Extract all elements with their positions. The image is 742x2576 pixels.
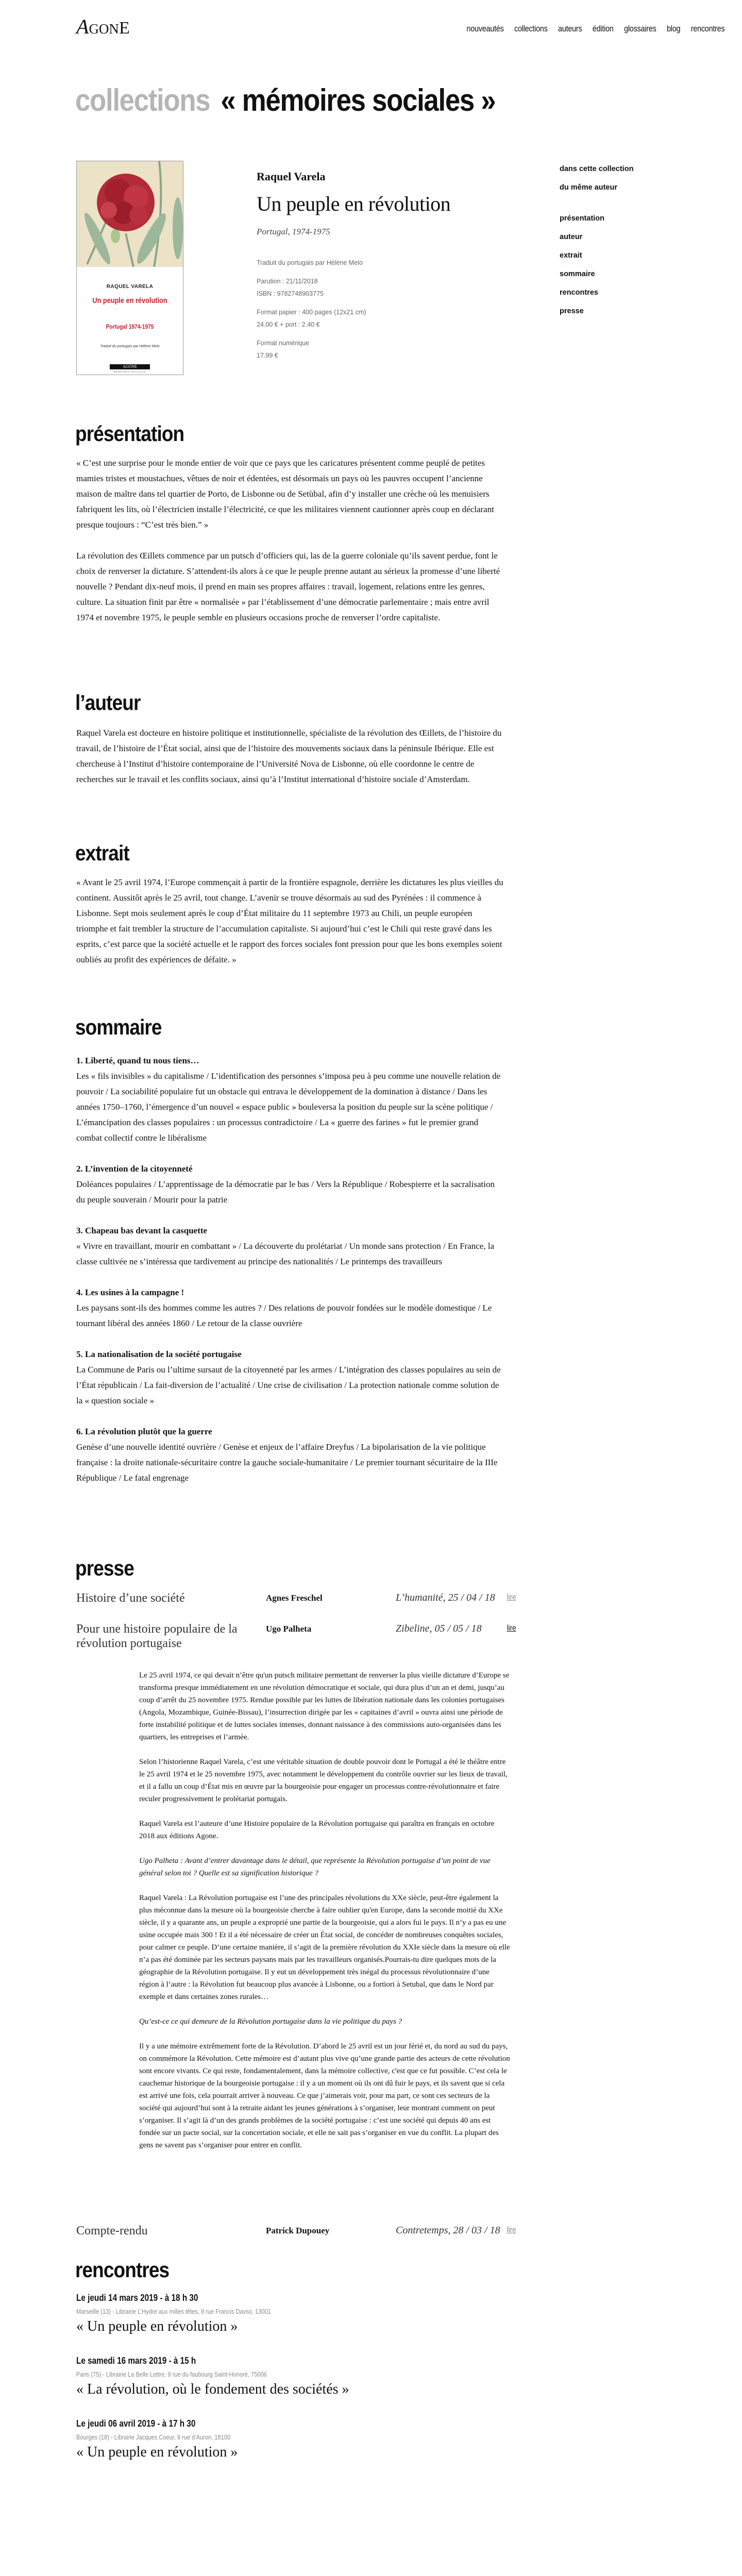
side-anchor-rencontres[interactable]: rencontres xyxy=(560,289,598,297)
book-parution: Parution : 21/11/2018 xyxy=(257,278,318,285)
press-author: Agnes Freschel xyxy=(266,1593,323,1603)
book-isbn: ISBN : 9782748903775 xyxy=(257,290,324,297)
sommaire-chapter xyxy=(76,1347,504,1409)
article-question: Ugo Palheta : Avant d’entrer davantage dans le détail, que représente la Révolution portugaise d’un point de vue général selon toi ? Quelle est sa signification historique ? xyxy=(139,1857,491,1877)
presentation-paragraph: La révolution des Œillets commence par un putsch d’officiers qui, las de la guerre coloniale qu’ils savent perdue, font le choix de renverser la dictature. S’attendent-ils alors à ce que le peuple prenne autant au sérieux la promesse d’une liberté nouvelle ? Pendant dix-neuf mois, il prend en main ses propres affaires : travail, logement, relations entre les genres, culture. La situation finit par être « normalisée » par l’établissement d’une démocratie parlementaire ; mais entre avril 1974 et novembre 1975, le peuple semble en plusieurs occasions proche de renverser l’ordre capitaliste. xyxy=(76,551,500,622)
collection-name: « mémoires sociales » xyxy=(221,83,496,117)
auteur-heading: l’auteur xyxy=(75,690,141,715)
press-source: Zibeline, 05 / 05 / 18 xyxy=(396,1623,482,1634)
press-read-link[interactable]: lire xyxy=(507,2226,516,2234)
article-paragraph: Il y a une mémoire extrêmement forte de la Révolution. D’abord le 25 avril est un jour férié et, du nord au sud du pays, on commémore la Révolution. Cette mémoire est d’autant plus vive qu’une grande partie des acteurs de cette révolution sont encore vivants. Ce qui reste, fondamentalement, dans la mémoire collective, c'est que ce fut possible. C’est cela le cauchemar historique de la bourgeoisie portugaise : il y a un moment où ils ont dû fuir le pays, et ils savent que si cela est arrivé une fois, cela pourrait arriver à nouveau. Ce que j’aimerais voir, pour ma part, ce sont ces secteurs de la société qui aujourd’hui sont à la retraite aidant les jeunes générations à s’organiser, leur montrant comment on peut s’organiser. Il s’agit là d’un des grands problèmes de la société portugaise : c’est une société qui depuis 40 ans est fondée sur un pacte social, sur la concertation sociale, et elle ne sait pas s’organiser en vue du conflit. La plupart des gens ne savent pas s’organiser pour entrer en conflit. xyxy=(139,2042,510,2149)
carnation-image xyxy=(77,161,183,267)
presentation-text xyxy=(76,455,504,641)
chapter-title: 5. La nationalisation de la société portugaise xyxy=(76,1349,242,1359)
book-cover xyxy=(76,161,183,375)
book-header xyxy=(76,161,530,387)
site-header xyxy=(76,14,724,38)
event-date: Le jeudi 06 avril 2019 - à 17 h 30 xyxy=(76,2418,196,2429)
cover-logo: AGONE xyxy=(110,364,150,369)
press-list-continued xyxy=(76,2224,540,2255)
cover-subtitle: Portugal 1974-1975 xyxy=(106,323,154,330)
side-anchor-extrait[interactable]: extrait xyxy=(560,251,582,260)
book-format-papier: Format papier : 400 pages (12x21 cm) xyxy=(257,309,366,316)
press-source: Contretemps, 28 / 03 / 18 xyxy=(396,2225,500,2236)
book-author[interactable]: Raquel Varela xyxy=(257,170,326,183)
nav-blog[interactable]: blog xyxy=(666,24,680,33)
chapter-title: 1. Liberté, quand tu nous tiens… xyxy=(76,1056,199,1065)
nav-rencontres[interactable]: rencontres xyxy=(690,24,724,33)
side-anchor-auteur[interactable]: auteur xyxy=(560,233,583,241)
cover-translator: Traduit du portugais par Hélène Melo xyxy=(100,345,160,348)
chapter-contents: Genèse d’une nouvelle identité ouvrière / Genèse et enjeux de l’affaire Dreyfus / La bipolarisation de la vie politique française : la droite nationale-sécuritaire contre la gauche sociale-humanitaire / Le premier tournant sécuritaire de la IIIe République / Le fatal engrenage xyxy=(76,1442,498,1483)
agone-logo[interactable]: AGONE xyxy=(76,15,130,38)
sommaire-list xyxy=(76,1053,504,1501)
extrait-paragraph: « Avant le 25 avril 1974, l’Europe commençait à partir de la frontière espagnole, derrière les dictatures les plus vieilles du continent. Aussitôt après le 25 avril, tout change. L’avenir se trouve désormais au sud des Pyrénées : il commence à Lisbonne. Sept mois seulement après le coup d’État militaire du 11 septembre 1973 au Chili, un peuple européen triomphe et fait trembler la structure de l’accumulation capitaliste. Si aujourd’hui c’est le Chili qui reste gravé dans les esprits, c’est parce que la société actuelle et le rapport des forces sociales font pression pour que les bons exemples soient oubliés au profit des expériences de défaite. » xyxy=(76,877,503,964)
book-subtitle: Portugal, 1974-1975 xyxy=(257,227,330,236)
event-title: « La révolution, où le fondement des sociétés » xyxy=(76,2381,349,2397)
side-link-collection[interactable]: dans cette collection xyxy=(560,165,634,173)
book-translator: Traduit du portugais par Hélène Melo xyxy=(257,259,363,266)
nav-nouveautes[interactable]: nouveautés xyxy=(466,24,504,33)
extrait-text xyxy=(76,875,504,983)
cover-collection: MÉMOIRES SOCIALES xyxy=(113,370,146,373)
rencontres-heading: rencontres xyxy=(75,2258,170,2282)
article-paragraph: Le 25 avril 1974, ce qui devait n’être qu'un putsch militaire permettant de renverser la plus vieille dictature d’Europe se transforma presque immédiatement en une révolution démocratique et sociale, qui dura plus d’un an et demi, jusqu’au coup d’arrêt du 25 novembre 1975. Rendue possible par les luttes de libération nationale dans les colonies portugaises (Angola, Mozambique, Guinée-Bissau), l’insurrection dirigée par les « capitaines d’avril » ouvra ainsi une période de forte instabilité politique et de luttes sociales intenses, donnant naissance à des commissions auto-organisées dans les quartiers, les entreprises et l’armée. xyxy=(139,1671,510,1741)
cover-author: RAQUEL VARELA xyxy=(106,284,154,290)
sommaire-heading: sommaire xyxy=(75,1015,162,1039)
chapter-title: 3. Chapeau bas devant la casquette xyxy=(76,1226,208,1235)
press-read-link[interactable]: lire xyxy=(507,1593,516,1602)
chapter-title: 6. La révolution plutôt que la guerre xyxy=(76,1427,212,1436)
breadcrumb-collections[interactable]: collections xyxy=(75,83,210,117)
side-nav xyxy=(560,160,633,320)
side-anchor-presse[interactable]: presse xyxy=(560,307,584,315)
sommaire-chapter xyxy=(76,1223,504,1269)
article-paragraph: Raquel Varela est l’auteure d’une Histoire populaire de la Révolution portugaise qui paraîtra en français en octobre 2018 aux éditions Agone. xyxy=(139,1820,495,1840)
book-prix-numerique[interactable]: 17.99 € xyxy=(257,352,278,359)
sommaire-chapter xyxy=(76,1161,504,1208)
nav-auteurs[interactable]: auteurs xyxy=(558,24,582,33)
press-list xyxy=(76,1591,540,1653)
event-title: « Un peuple en révolution » xyxy=(76,2318,238,2334)
event-item[interactable] xyxy=(76,2355,488,2398)
presentation-heading: présentation xyxy=(75,421,184,446)
nav-edition[interactable]: édition xyxy=(592,24,614,33)
event-place: Marseille (13) - Librairie L’Hydre aux milles têtes, 9 rue Francis Davso, 13001 xyxy=(76,2308,271,2315)
event-place: Paris (75) - Librairie La Belle Lettre, 9 rue du faubourg Saint-Honoré, 75006 xyxy=(76,2370,267,2378)
chapter-contents: Doléances populaires / L’apprentissage de la démocratie par le bas / Vers la République / Robespierre et la sacralisation du peuple souverain / Mourir pour la patrie xyxy=(76,1179,495,1205)
press-item xyxy=(76,2224,540,2255)
nav-glossaires[interactable]: glossaires xyxy=(623,24,656,33)
press-source: L’humanité, 25 / 04 / 18 xyxy=(396,1592,495,1603)
chapter-contents: Les paysans sont-ils des hommes comme les autres ? / Des relations de pouvoir fondées sur le modèle domestique / Le tournant libéral des années 1860 / Le retour de la classe ouvrière xyxy=(76,1303,492,1328)
events-list xyxy=(76,2293,488,2481)
press-item xyxy=(76,1591,540,1622)
article-paragraph: Selon l’historienne Raquel Varela, c’est une véritable situation de double pouvoir dont le Portugal a été le théâtre entre le 25 avril 1974 et le 25 novembre 1975, avec notamment le développement du contrôle ouvrier sur les lieux de travail, et il a fallu un coup d’État mis en œuvre par la bourgeoisie pour engager un processus contre-révolutionnaire et faire reculer progressivement le prolétariat portugais. xyxy=(139,1758,508,1803)
sommaire-chapter xyxy=(76,1424,504,1486)
article-question: Qu’est-ce ce qui demeure de la Révolution portugaise dans la vie politique du pays ? xyxy=(139,2018,402,2026)
press-item xyxy=(76,1622,540,1653)
book-format-numerique: Format numérique xyxy=(257,340,310,347)
page-title xyxy=(75,82,495,118)
event-title: « Un peuple en révolution » xyxy=(76,2444,238,2460)
event-item[interactable] xyxy=(76,2293,488,2335)
cover-title: Un peuple en révolution xyxy=(92,296,167,305)
auteur-paragraph: Raquel Varela est docteure en histoire politique et institutionnelle, spécialiste de la révolution des Œillets, de l’histoire du travail, de l’histoire de l’État social, ainsi que de l’histoire des mouvements sociaux dans la péninsule Ibérique. Elle est chercheuse à l’Institut d’histoire contemporaine de l’Université Nova de Lisbonne, où elle coordonne le centre de recherches sur le travail et les conflits sociaux, ainsi qu’à l’Institut international d’histoire sociale d’Amsterdam. xyxy=(76,728,502,784)
press-author: Ugo Palheta xyxy=(266,1624,312,1634)
book-meta xyxy=(257,257,366,362)
sommaire-chapter xyxy=(76,1285,504,1331)
book-prix-papier[interactable]: 24.00 € + port : 2.40 € xyxy=(257,321,320,328)
chapter-contents: La Commune de Paris ou l’ultime sursaut de la citoyenneté par les armes / L’intégration des classes populaires au sein de l’État républicain / La fait-diversion de l’actualité / Une crise de civilisation / La protection nationale comme solution de la « question sociale » xyxy=(76,1365,501,1405)
nav-collections[interactable]: collections xyxy=(514,24,548,33)
article-paragraph: Raquel Varela : La Révolution portugaise est l’une des principales révolutions du XXe siècle, peut-être également la plus méconnue dans la mesure où la bourgeoisie cherche à faire oublier qu'en Europe, dans la seconde moitié du XXe siècle, il y a quarante ans, un peuple a exproprié une partie de la bourgeoisie, qui a alors fui le pays. Il n’y a pas eu une usine occupée mais 300 ! Et il a été nécessaire de créer un État social, de concéder de nombreuses conquêtes sociales, pour calmer ce peuple. D’une certaine manière, il s’agit de la première révolution du XXIe siècle dans la mesure où elle n’a pas été dominée par les secteurs paysans mais par les travailleurs organisés.Pourrais-tu dire quelques mots de la géographie de la Révolution portugaise. Il y eut un développement très inégal du processus révolutionnaire d’une région à l’autre : la Révolution fut beaucoup plus avancée à Lisbonne, ou a fortiori à Setubal, que dans le Nord par exemple et dans certaines zones rurales… xyxy=(139,1894,510,2001)
side-link-same-author[interactable]: du même auteur xyxy=(560,183,617,192)
extrait-heading: extrait xyxy=(75,841,129,865)
press-title: Histoire d’une société xyxy=(76,1591,185,1605)
chapter-contents: « Vivre en travaillant, mourir en combattant » / La découverte du prolétariat / Un monde sans protection / En France, la classe cultivée ne s’intéressa que tardivement au principe des nationalités / Le printemps des travailleurs xyxy=(76,1241,495,1266)
event-item[interactable] xyxy=(76,2418,488,2461)
presse-heading: presse xyxy=(75,1556,134,1580)
main-nav xyxy=(466,24,724,34)
side-anchor-sommaire[interactable]: sommaire xyxy=(560,270,595,278)
book-title: Un peuple en révolution xyxy=(257,192,451,215)
chapter-contents: Les « fils invisibles » du capitalisme / L’identification des personnes s’imposa peu à peu comme une nouvelle relation de pouvoir / La sociabilité populaire fut un obstacle qui entrava le développement de la domination à distance / Dans les années 1750–1760, l’émergence d’un nouvel « espace public » bouleversa la position du peuple sur la scène politique / L’émancipation des classes populaires : un processus contradictoire / La « guerre des farines » fut le premier grand combat collectif contre le libéralisme xyxy=(76,1071,501,1143)
press-expanded-article xyxy=(139,1669,510,2164)
chapter-title: 2. L’invention de la citoyenneté xyxy=(76,1164,193,1174)
auteur-text xyxy=(76,725,504,803)
press-title: Compte-rendu xyxy=(76,2224,148,2238)
sommaire-chapter xyxy=(76,1053,504,1146)
event-date: Le jeudi 14 mars 2019 - à 18 h 30 xyxy=(76,2293,198,2303)
event-place: Bourges (18) - Librairie Jacques Coeur, 9 rue d’Auron, 18100 xyxy=(76,2433,231,2441)
press-read-link[interactable]: lire xyxy=(507,1624,516,1633)
side-anchor-presentation[interactable]: présentation xyxy=(560,214,605,223)
chapter-title: 4. Les usines à la campagne ! xyxy=(76,1287,184,1297)
presentation-paragraph: « C’est une surprise pour le monde entier de voir que ce pays que les caricatures présentent comme peuplé de petites mamies tristes et moustachues, vêtues de noir et édentées, est désormais un pays où les pauvres occupent l’ancienne maison de maître dans tel quartier de Porto, de Lisbonne ou de Setùbal, afin d’y installer une crèche où les menuisiers fabriquent les lits, où l’électricien installe l’électricité, ce que les militaires viennent cautionner après coup en déclarant presque toujours : “C’est très bien.” » xyxy=(76,458,494,530)
press-title: Pour une histoire populaire de la révolution portugaise xyxy=(76,1622,238,1650)
press-author: Patrick Dupouey xyxy=(266,2226,330,2235)
cover-carnation-illustration xyxy=(77,161,183,267)
event-date: Le samedi 16 mars 2019 - à 15 h xyxy=(76,2355,196,2366)
